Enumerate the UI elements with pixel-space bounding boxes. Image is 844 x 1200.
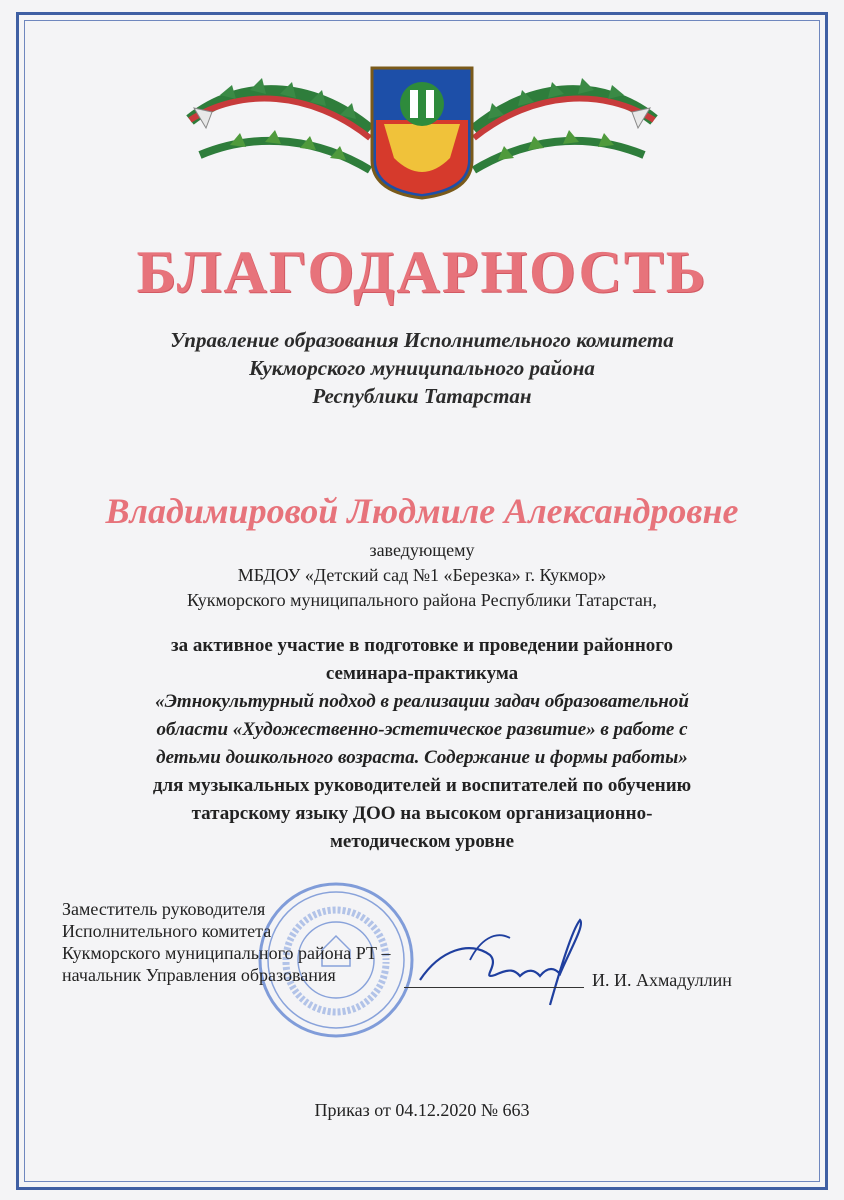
reason-line: татарскому языку ДОО на высоком организационно-	[191, 803, 653, 824]
reason-line: за активное участие в подготовке и проведении районного	[171, 635, 673, 656]
signer-block	[62, 898, 390, 986]
issuer-line: Кукморского муниципального района	[249, 356, 595, 380]
shield-icon	[372, 68, 472, 198]
reason-line: для музыкальных руководителей и воспитателей по обучению	[152, 775, 692, 796]
position-line: заведующему	[369, 540, 475, 560]
signature-line	[404, 987, 584, 988]
coat-of-arms-icon	[180, 60, 664, 200]
certificate-title: БЛАГОДАРНОСТЬ	[136, 239, 708, 305]
signer-name: И. И. Ахмадуллин	[592, 970, 732, 990]
position-line: Кукморского муниципального района Республики Татарстан,	[187, 590, 657, 610]
signer-line: начальник Управления образования	[62, 965, 336, 985]
signer-line: Заместитель руководителя	[62, 899, 266, 919]
signature-icon	[400, 910, 610, 1020]
position-line: МБДОУ «Детский сад №1 «Березка» г. Кукмор»	[237, 565, 607, 585]
reason-line: методическом уровне	[329, 831, 515, 852]
left-wreath-icon	[190, 78, 370, 170]
signer-line: Кукморского муниципального района РТ –	[62, 943, 391, 963]
issuer-block	[0, 326, 844, 410]
reason-line: области «Художественно-эстетическое развитие» в работе с	[156, 719, 688, 740]
reason-line: детьми дошкольного возраста. Содержание и формы работы»	[156, 747, 688, 768]
reason-line: «Этнокультурный подход в реализации задач образовательной	[155, 691, 689, 712]
reason-block	[70, 632, 774, 856]
issuer-line: Республики Татарстан	[312, 384, 532, 408]
signer-line: Исполнительного комитета	[62, 921, 272, 941]
recipient-name: Владимировой Людмиле Александровне	[105, 491, 739, 531]
right-wreath-icon	[474, 78, 654, 170]
reason-line: семинара-практикума	[325, 663, 519, 684]
position-block	[0, 538, 844, 613]
issuer-line: Управление образования Исполнительного комитета	[170, 328, 674, 352]
order-reference: Приказ от 04.12.2020 № 663	[314, 1100, 530, 1120]
